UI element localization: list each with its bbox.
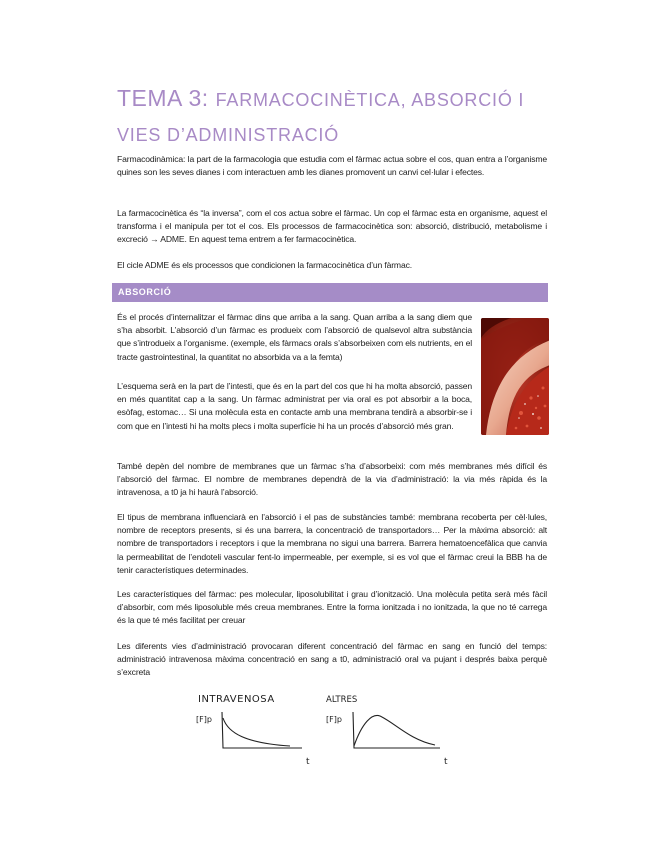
concentration-time-sketches	[190, 688, 470, 768]
section-paragraph-1: És el procés d’internalitzar el fàrmac dins que arriba a la sang. Quan arriba a la sang diem que s’ha absorbit. L’absorció d’un fàrmac es produeix com l’absorció de qualsevol altra substància que s’introdueix a l’organisme. (exemple, els fàrmacs orals s’absorbeixen com els nutrients, en el tracte gastrointestinal, la quantitat no absorbida va a la femta)	[117, 312, 473, 362]
section-paragraph-4: El tipus de membrana influenciarà en l’absorció i el pas de substàncies també: membrana recoberta per cèl·lules, nombre de receptors presents, si és una barrera, la concentració de transportadors… Per la màxima absorció: alt nombre de transportadors i receptors i que la membrana no sigui una barrera. Barrera hematoencefàlica que canvia la permeabilitat de l’endoteli vascular fent-lo impermeable, per exemple, si es vol que el fàrmac creui la BBB ha de tenir característiques determinades.	[117, 512, 547, 575]
page-title	[117, 82, 549, 152]
title-lead: TEMA 3:	[117, 85, 209, 111]
section-paragraph-2: L’esquema serà en la part de l’intesti, que és en la part del cos que hi ha molta absorció, passen en més quantitat cap a la sang. Un fàrmac administrat per via oral es pot absorbir a la boca, esòfag, estomac… Si una molècula esta en contacte amb una membrana tendirà a absorbir-se i com que en l’intesti hi ha molts plecs i molta superfície hi ha un procés d’absorció més gran.	[117, 381, 472, 431]
intro-paragraph-1: Farmacodinàmica: la part de la farmacologia que estudia com el fàrmac actua sobre el cos, quan entra a l’organisme quines son les seves dianes i com interactuen amb les dianes promovent un canvi cel·lular i efectes.	[117, 154, 547, 178]
intro-paragraph-3: El cicle ADME és els processos que condicionen la farmacocinètica d’un fàrmac.	[117, 260, 412, 270]
section-paragraph-5: Les característiques del fàrmac: pes molecular, liposolubilitat i grau d’ionització. Una molècula petita serà més fàcil d’absorbir, com més liposoluble més creua membranes. Entre la forma ionitzada i no ionitzada, la que no té carrega és la que té més facilitat per creuar	[117, 589, 547, 626]
blood-vessel-image	[481, 318, 549, 435]
iv-sketch-title: INTRAVENOSA	[198, 694, 275, 705]
blood-vessel-illustration	[481, 318, 549, 435]
other-y-label: [F]p	[326, 715, 342, 724]
iv-y-label: [F]p	[196, 715, 212, 724]
other-x-label: t	[444, 757, 448, 767]
title-main-line2: VIES D’ADMINISTRACIÓ	[117, 125, 340, 145]
iv-curve	[223, 718, 290, 746]
other-sketch-title: ALTRES	[326, 695, 358, 705]
other-curve	[354, 715, 435, 746]
iv-x-label: t	[306, 757, 310, 767]
intro-paragraph-2: La farmacocinètica és “la inversa”, com el cos actua sobre el fàrmac. Un cop el fàrmac esta en organisme, aquest el transforma i el manipula per tot el cos. Els processos de farmacocinètica son: absorció, distribució, metabolisme i excreció → ADME. En aquest tema entrem a fer farmacocinètica.	[117, 208, 547, 245]
section-paragraph-6: Les diferents vies d’administració provocaran diferent concentració del fàrmac en sang en funció del temps: administració intravenosa màxima concentració en sang a t0, administració oral va pujant i després baixa perquè s’excreta	[117, 641, 547, 678]
section-paragraph-3: També depèn del nombre de membranes que un fàrmac s’ha d’absorbeixi: com més membranes més difícil és l’absorció del fàrmac. El nombre de membranes dependrà de la via d’administració: la via més ràpida és la intravenosa, a t0 ja hi haurà l’absorció.	[117, 461, 547, 498]
section-heading: ABSORCIÓ	[118, 287, 172, 297]
title-main: FARMACOCINÈTICA, ABSORCIÓ I	[215, 90, 525, 110]
sketch-figure	[190, 688, 470, 768]
section-header-band	[112, 283, 548, 302]
